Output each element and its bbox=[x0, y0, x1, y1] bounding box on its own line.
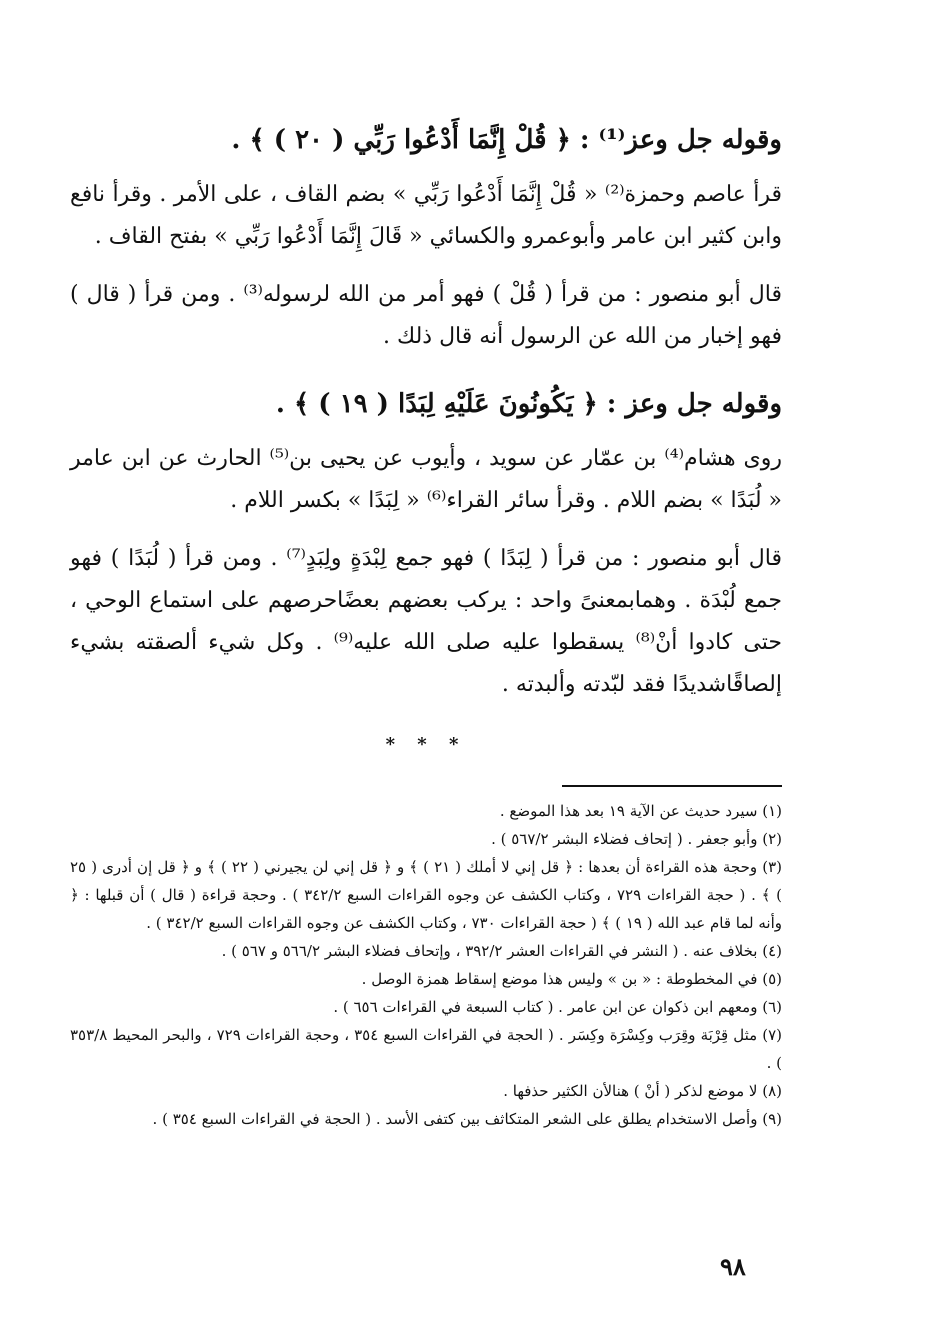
footnote-6: (٦) ومعهم ابن ذكوان عن ابن عامر . ( كتاب السبعة في القراءات ٦٥٦ ) . bbox=[333, 998, 782, 1016]
footnote-2: (٢) وأبو جعفر . ( إتحاف فضلاء البشر ٥٦٧/٢ ) . bbox=[491, 830, 782, 848]
footnote-3: (٣) وحجة هذه القراءة أن بعدها : ﴿ قل إني لا أملك ( ٢١ ) ﴾ و ﴿ قل إني لن يجيرني ( ٢٢ ) ﴾ و ﴿ قل إن أدرى ( ٢٥ ) ﴾ . ( حجة القراءات ٧٢٩ ، وكتاب الكشف عن وجوه القراءات السبع ٣٤٢/٢ ) . وحجة قراءة ( قال ) أن قبلها : ﴿ وأنه لما قام عبد الله ( ١٩ ) ﴾ ( حجة القراءات ٧٣٠ ، وكتاب الكشف عن وجوه القراءات السبع ٣٤٢/٢ ) . bbox=[70, 858, 782, 932]
footnote-1: (١) سيرد حديث عن الآية ١٩ بعد هذا الموضع . bbox=[499, 802, 782, 820]
verse-heading-2: وقوله جل وعز : ﴿ يَكُونُونَ عَلَيْهِ لِبَدًا ( ١٩ ) ﴾ . bbox=[275, 389, 782, 419]
paragraph-4: قال أبو منصور : من قرأ ( لِبَدًا ) فهو جمع لِبْدَةٍ ولِبَدٍ⁽⁷⁾ . ومن قرأ ( لُبَدًا ) فهو جمع لُبْدَة . وهمابمعنىً واحد : يركب بعضهم بعضًاحرصهم على استماع الوحي ، حتى كادوا أنْ⁽⁸⁾ يسقطوا عليه صلى الله عليه⁽⁹⁾ . وكل شيء ألصقته بشيء إلصاقًاشديدًا فقد لبّدته وألبدته . bbox=[70, 546, 782, 697]
footnote-8: (٨) لا موضع لذكر ( أنْ ) هنالأن الكثير حذفها . bbox=[503, 1082, 782, 1100]
footnote-7: (٧) مثل قِرْبَة وقِرَب وكِسْرَة وكِسَر . ( الحجة في القراءات السبع ٣٥٤ ، وحجة القراءات ٧٢٩ ، والبحر المحيط ٣٥٣/٨ ) . bbox=[70, 1026, 782, 1072]
paragraph-2: قال أبو منصور : من قرأ ( قُلْ ) فهو أمر من الله لرسوله⁽³⁾ . ومن قرأ ( قال ) فهو إخبار من الله عن الرسول أنه قال ذلك . bbox=[70, 282, 782, 349]
verse-heading-1: وقوله جل وعز⁽¹⁾ : ﴿ قُلْ إِنَّمَا أَدْعُوا رَبِّي ( ٢٠ ) ﴾ . bbox=[231, 125, 782, 155]
footnote-4: (٤) بخلاف عنه . ( النشر في القراءات العشر ٣٩٢/٢ ، وإتحاف فضلاء البشر ٥٦٦/٢ و ٥٦٧ ) . bbox=[221, 942, 782, 960]
page-body bbox=[70, 120, 782, 1133]
footnotes bbox=[70, 797, 782, 1133]
page-number: ٩٨ bbox=[720, 1252, 746, 1281]
footnote-5: (٥) في المخطوطة : « بن » وليس هذا موضع إسقاط همزة الوصل . bbox=[361, 970, 782, 988]
paragraph-1: قرأ عاصم وحمزة⁽²⁾ « قُلْ إِنَّمَا أَدْعُوا رَبِّي » بضم القاف ، على الأمر . وقرأ نافع وابن كثير ابن عامر وأبوعمرو والكسائي « قَالَ إِنَّمَا أَدْعُوا رَبِّي » بفتح القاف . bbox=[70, 182, 783, 249]
footnote-rule bbox=[562, 785, 782, 787]
paragraph-3: روى هشام⁽⁴⁾ بن عمّار عن سويد ، وأيوب عن يحيى بن⁽⁵⁾ الحارث عن ابن عامر « لُبَدًا » بضم اللام . وقرأ سائر القراء⁽⁶⁾ « لِبَدًا » بكسر اللام . bbox=[70, 446, 783, 513]
footnote-9: (٩) وأصل الاستخدام يطلق على الشعر المتكاثف بين كتفى الأسد . ( الحجة في القراءات السبع ٣٥٤ ) . bbox=[152, 1110, 782, 1128]
section-separator: * * * bbox=[385, 734, 467, 755]
